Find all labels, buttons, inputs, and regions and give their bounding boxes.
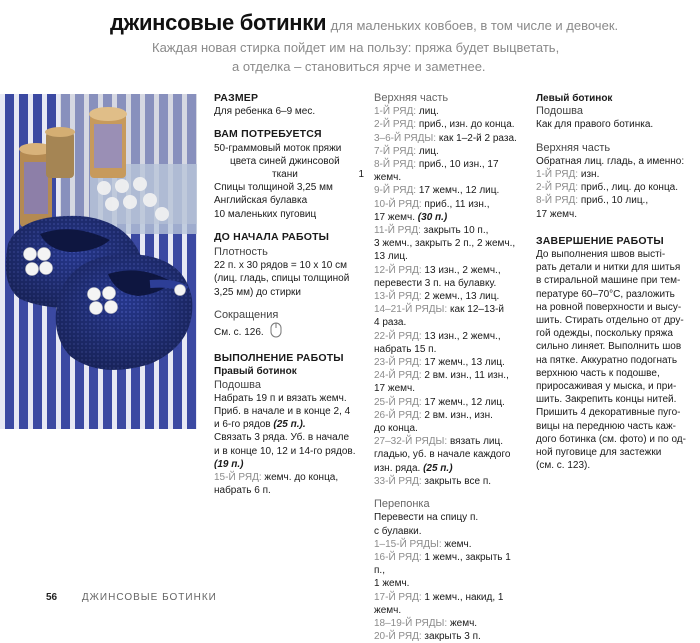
row-text: лиц. [416, 145, 439, 157]
row-text: приб., 11 изн., [421, 198, 490, 210]
finishing-line: До выполнения швов выстi- [536, 249, 666, 261]
left-row-1 [536, 168, 694, 181]
row-label: 2-Й РЯД: [536, 182, 579, 194]
strap-row-3 [374, 591, 524, 617]
strap-row-2 [374, 551, 524, 577]
row-5 [374, 158, 524, 184]
materials-line-3-text: ткани [272, 169, 298, 181]
row-label: 15-Й РЯД: [214, 472, 262, 484]
row-text: как 12–13-й [447, 304, 504, 316]
row-3 [374, 132, 524, 145]
finishing-heading: ЗАВЕРШЕНИЕ РАБОТЫ [536, 234, 664, 247]
page-footer [46, 592, 217, 603]
row-6 [374, 184, 524, 197]
row-16 [374, 409, 524, 422]
row-8-cont2: 13 лиц. [374, 251, 408, 263]
footer-section-name: ДЖИНСОВЫЕ БОТИНКИ [81, 592, 217, 603]
subtitle-line-1: Каждая новая стирка пойдет им на пользу: пряжа будет выцветать, [152, 40, 560, 55]
row-15 [374, 396, 524, 409]
finishing-line: на ровной поверхности и высу- [536, 301, 682, 313]
density-heading: Плотность [214, 246, 268, 259]
work-line-2: Приб. в начале и в конце 2, 4 [214, 406, 351, 418]
work-heading: ВЫПОЛНЕНИЕ РАБОТЫ [214, 352, 344, 365]
row-7 [374, 198, 524, 211]
row-text: 17 жемч., 12 лиц. [416, 185, 500, 197]
row-label: 23-Й РЯД: [374, 357, 422, 369]
sole-heading: Подошва [214, 378, 261, 391]
finishing-line: шить. Стирать отдельно от дру- [536, 315, 684, 327]
row-label: 27–32-Й РЯДЫ: [374, 436, 448, 448]
materials-line-6: 10 маленьких пуговиц [214, 208, 317, 220]
page-title: джинсовые ботинки [110, 10, 327, 35]
row-label: 20-Й РЯД: [374, 631, 422, 643]
finishing-line: рать детали и нитки для шитья [536, 262, 681, 274]
work-line-3-text: и 6-го рядов [214, 419, 274, 431]
row-label: 3–6-Й РЯДЫ: [374, 132, 437, 144]
row-13 [374, 356, 524, 369]
row-11 [374, 303, 524, 316]
row-text: 17 жемч., 12 лиц. [421, 396, 505, 408]
row-9 [374, 264, 524, 277]
materials-heading: ВАМ ПОТРЕБУЕТСЯ [214, 128, 322, 141]
page-number: 56 [46, 592, 58, 603]
row-8 [374, 224, 524, 237]
left-row-8-cont: 17 жемч. [536, 208, 578, 220]
finishing-line: на пятке. Аккуратно подогнать [536, 354, 678, 366]
abbreviations-text: См. с. 126. [214, 326, 264, 338]
left-upper-heading: Верхняя часть [536, 141, 611, 154]
finishing-line: в стиральной машине при тем- [536, 275, 681, 287]
row-text: 17 жемч. [374, 211, 418, 223]
column-2 [374, 92, 524, 643]
row-17 [374, 435, 524, 448]
materials-quantity: 1 [358, 169, 364, 181]
row-label: 14–21-Й РЯДЫ: [374, 304, 448, 316]
row-7-cont [374, 211, 524, 224]
row-label: 25-Й РЯД: [374, 396, 422, 408]
row-text: закрыть 3 п. [421, 631, 481, 643]
row-label: 7-Й РЯД: [374, 145, 417, 157]
row-text: 1 жемч., закрыть 1 п., [374, 551, 511, 577]
row-label: 24-Й РЯД: [374, 370, 422, 382]
strap-line-2: с булавки. [374, 525, 422, 537]
row-label: 17-Й РЯД: [374, 591, 422, 603]
row-text: 13 изн., 2 жемч., [421, 264, 501, 276]
row-label: 11-Й РЯД: [374, 225, 421, 237]
row-text: приб., 10 изн., 17 жемч. [374, 159, 499, 184]
row-label: 1–15-Й РЯДЫ: [374, 538, 442, 550]
strap-line-1: Перевести на спицу п. [374, 512, 479, 524]
booties-photo [0, 94, 197, 429]
row-9-cont: перевести 3 п. на булавку. [374, 277, 497, 289]
strap-row-4 [374, 617, 524, 630]
work-line-4: Связать 3 ряда. Уб. в начале [214, 432, 350, 444]
density-line-2: (лиц. гладь, спицы толщиной [214, 273, 350, 285]
row-18 [374, 475, 524, 488]
row-12 [374, 330, 524, 343]
work-line-3 [214, 418, 364, 431]
materials-line-3 [214, 168, 364, 181]
row-label: 8-Й РЯД: [536, 195, 579, 207]
materials-line-5: Английская булавка [214, 195, 308, 207]
row-label: 33-Й РЯД: [374, 475, 422, 487]
materials-line-4: Спицы толщиной 3,25 мм [214, 182, 333, 194]
stitch-count: (30 п.) [417, 211, 448, 223]
size-text: Для ребенка 6–9 мес. [214, 106, 316, 118]
row-label: 10-Й РЯД: [374, 198, 422, 210]
booties-illustration [0, 94, 197, 429]
row-text: 2 вм. изн., изн. [421, 409, 493, 421]
left-row-2 [536, 181, 694, 194]
finishing-line: сильно линяет. Выполнить шов [536, 341, 682, 353]
row-text: приб., 10 лиц., [578, 195, 649, 207]
abbreviations-line [214, 322, 364, 342]
strap-heading: Перепонка [374, 498, 430, 511]
row-2 [374, 118, 524, 131]
finishing-line: Пришить 4 декоративные пуго- [536, 407, 681, 419]
left-row-8 [536, 194, 694, 207]
finishing-line: верхнюю часть к подошве, [536, 367, 660, 379]
row-text: 1 жемч., накид, 1 жемч. [374, 591, 504, 616]
row-label: 22-Й РЯД: [374, 330, 422, 342]
finishing-line: гой одежды, поскольку пряжа [536, 328, 673, 340]
materials-line-1: 50-граммовый моток пряжи [214, 142, 342, 154]
finishing-line: (см. с. 123). [536, 460, 591, 472]
finishing-line: дого ботинка (см. фото) и по од- [536, 433, 686, 445]
work-line-5: и в конце 10, 12 и 14-го рядов. [214, 445, 356, 457]
row-14-cont: 17 жемч. [374, 383, 416, 395]
finishing-line: ной пуговице для застежки [536, 447, 662, 459]
row-11-cont: 4 раза. [374, 317, 407, 329]
column-3 [536, 92, 694, 472]
work-line-6: (19 п.) [214, 458, 244, 470]
left-sole-heading: Подошва [536, 105, 583, 118]
density-line-1: 22 п. x 30 рядов = 10 x 10 см [214, 260, 347, 272]
right-bootie-heading: Правый ботинок [214, 366, 297, 378]
row-text: 2 жемч., 13 лиц. [421, 291, 500, 303]
row-14 [374, 369, 524, 382]
row-text: 17 жемч., 13 лиц. [421, 357, 505, 369]
left-upper-line-1: Обратная лиц. гладь, а именно: [536, 155, 685, 167]
row-text: закрыть 10 п., [420, 225, 489, 237]
row-label: 18–19-Й РЯДЫ: [374, 617, 448, 629]
subtitle-line-2: а отделка – становиться ярче и заметнее. [232, 59, 486, 74]
row-label: 8-Й РЯД: [374, 159, 417, 171]
strap-row-5 [374, 630, 524, 643]
row-text: приб., изн. до конца. [416, 119, 515, 131]
row-text: 13 изн., 2 жемч., [421, 330, 501, 342]
row-label: 26-Й РЯД: [374, 409, 422, 421]
size-heading: РАЗМЕР [214, 92, 259, 104]
row-label: 2-Й РЯД: [374, 119, 417, 131]
title-block [110, 12, 695, 37]
work-line-1: Набрать 19 п и вязать жемч. [214, 392, 347, 404]
row-text: жемч. [441, 538, 472, 550]
finishing-line: пературе 60–70°С, разложить [536, 288, 675, 300]
work-line-3-count: (25 п.). [273, 419, 306, 431]
row-text: изн. [578, 169, 600, 181]
row-label: 1-Й РЯД: [536, 169, 579, 181]
row-text: лиц. [416, 106, 439, 118]
row-text: 2 вм. изн., 11 изн., [421, 370, 509, 382]
row-17-cont: гладью, уб. в начале каждого [374, 449, 511, 461]
row-text: жемч. до конца, [261, 472, 339, 484]
row-text: закрыть все п. [421, 475, 492, 487]
left-bootie-heading: Левый ботинок [536, 93, 613, 104]
before-start-heading: ДО НАЧАЛА РАБОТЫ [214, 230, 330, 243]
row-17-cont2 [374, 462, 524, 475]
row-1 [374, 105, 524, 118]
density-line-3: 3,25 мм) до стирки [214, 286, 301, 298]
row-12-cont: набрать 15 п. [374, 343, 437, 355]
title-continuation: для маленьких ковбоев, в том числе и девочек. [330, 18, 619, 33]
finishing-line: приросаживая у мыска, и при- [536, 381, 677, 393]
row-label: 9-Й РЯД: [374, 185, 417, 197]
row-label: 13-Й РЯД: [374, 291, 422, 303]
row-text: жемч. [447, 617, 478, 629]
strap-row-1 [374, 538, 524, 551]
finishing-line: вицы на переднюю часть каж- [536, 420, 676, 432]
mouse-icon [270, 322, 282, 342]
stitch-count: (25 п.) [423, 462, 453, 474]
row-8-cont: 3 жемч., закрыть 2 п., 2 жемч., [374, 238, 516, 250]
row-text: как 1–2-й 2 раза. [436, 132, 517, 144]
work-line-7 [214, 471, 364, 484]
row-16-cont: до конца. [374, 423, 418, 435]
row-text: изн. ряда. [374, 462, 424, 474]
materials-line-2: цвета синей джинсовой [230, 155, 340, 167]
row-text: вязать лиц. [447, 436, 504, 448]
row-text: приб., лиц. до конца. [578, 182, 679, 194]
row-label: 12-Й РЯД: [374, 264, 422, 276]
strap-row-2-cont: 1 жемч. [374, 578, 410, 590]
abbreviations-heading: Сокращения [214, 308, 279, 321]
row-label: 1-Й РЯД: [374, 106, 417, 118]
upper-heading: Верхняя часть [374, 92, 449, 104]
row-4 [374, 145, 524, 158]
left-sole-text: Как для правого ботинка. [536, 119, 654, 131]
finishing-line: шить. Закрепить концы нитей. [536, 394, 677, 406]
row-label: 16-Й РЯД: [374, 551, 422, 563]
title-line [110, 12, 695, 37]
work-line-8: набрать 6 п. [214, 485, 271, 497]
column-1 [214, 92, 364, 497]
row-10 [374, 290, 524, 303]
